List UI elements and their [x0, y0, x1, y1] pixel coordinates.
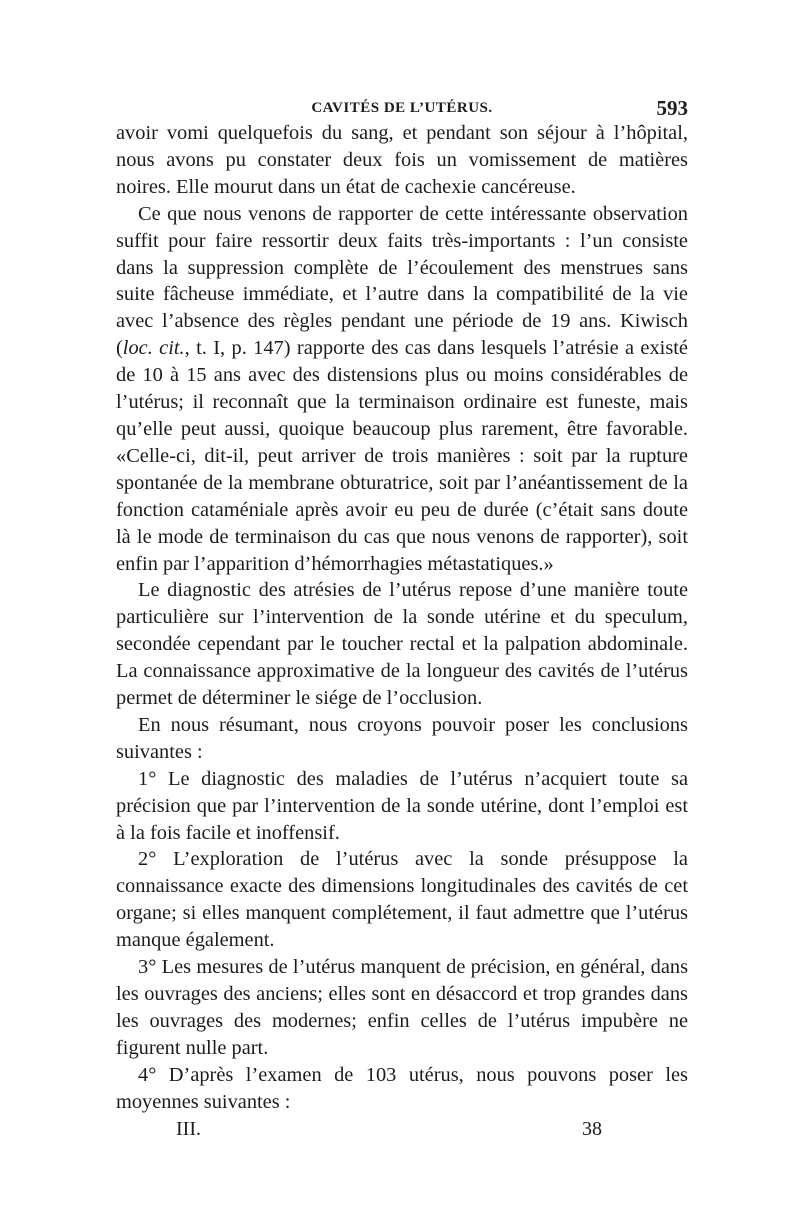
citation-italic: loc. cit.	[122, 337, 185, 360]
paragraph-observation	[116, 201, 688, 578]
book-page	[116, 90, 688, 1146]
body-text	[116, 120, 688, 1116]
running-title: CAVITÉS DE L’UTÉRUS.	[311, 100, 493, 116]
conclusion-4: 4° D’après l’examen de 103 utérus, nous pouvons poser les moyennes suivantes :	[116, 1063, 688, 1113]
paragraph-diagnostic: Le diagnostic des atrésies de l’utérus repose d’une manière toute particulière sur l’intervention de la sonde utérine et du speculum, secondée cependant par le toucher rectal et la palpation abdominale. La connaissance approximative de la longueur des cavités de l’utérus permet de déterminer le siége de l’occlusion.	[116, 579, 688, 710]
conclusion-2: 2° L’exploration de l’utérus avec la sonde présuppose la connaissance exacte des dimensions longitudinales des cavités de cet organe; si elles manquent complétement, il faut admettre que l’utérus manque également.	[116, 848, 688, 952]
running-head	[116, 90, 688, 120]
paragraph-continuation: avoir vomi quelquefois du sang, et pendant son séjour à l’hôpital, nous avons pu constater deux fois un vomissement de matières noires. Elle mourut dans un état de cachexie cancéreuse.	[116, 122, 688, 198]
conclusion-1: 1° Le diagnostic des maladies de l’utérus n’acquiert toute sa précision que par l’intervention de la sonde utérine, dont l’emploi est à la fois facile et inoffensif.	[116, 767, 688, 844]
conclusion-3: 3° Les mesures de l’utérus manquent de précision, en général, dans les ouvrages des anciens; elles sont en désaccord et trop grandes dans les ouvrages des modernes; enfin celles de l’utérus impubère ne figurent nulle part.	[116, 956, 688, 1059]
sheet-number: 38	[582, 1117, 602, 1140]
page-number: 593	[656, 96, 688, 120]
signature-mark: III.	[176, 1117, 201, 1140]
page-footer	[116, 1118, 688, 1146]
paragraph-text: Ce que nous venons de rapporter de cette intéressante observation suffit pour faire ressortir deux faits très-importants : l’un consiste dans la suppression complète de l’écoulement des menstrues sans suite fâcheuse immédiate, et l’autre dans la compatibilité de la vie avec l’absence des règles pendant une période de 19 ans. Kiwisch (	[116, 202, 688, 360]
paragraph-text: , t. I, p. 147) rapporte des cas dans lesquels l’atrésie a existé de 10 à 15 ans avec des distensions plus ou moins considérables de l’utérus; il reconnaît que la terminaison ordinaire est funeste, mais qu’elle peut aussi, quoique beaucoup plus rarement, être favorable. «Celle-ci, dit-il, peut arriver de trois manières : soit par la rupture spontanée de la membrane obturatrice, soit par l’anéantissement de la fonction cataméniale après avoir eu peu de durée (c’était sans doute là le mode de terminaison du cas que nous venons de rapporter), soit enfin par l’apparition d’hémorrhagies métastatiques.»	[116, 337, 688, 575]
paragraph-summary: En nous résumant, nous croyons pouvoir poser les conclusions suivantes :	[116, 713, 688, 763]
